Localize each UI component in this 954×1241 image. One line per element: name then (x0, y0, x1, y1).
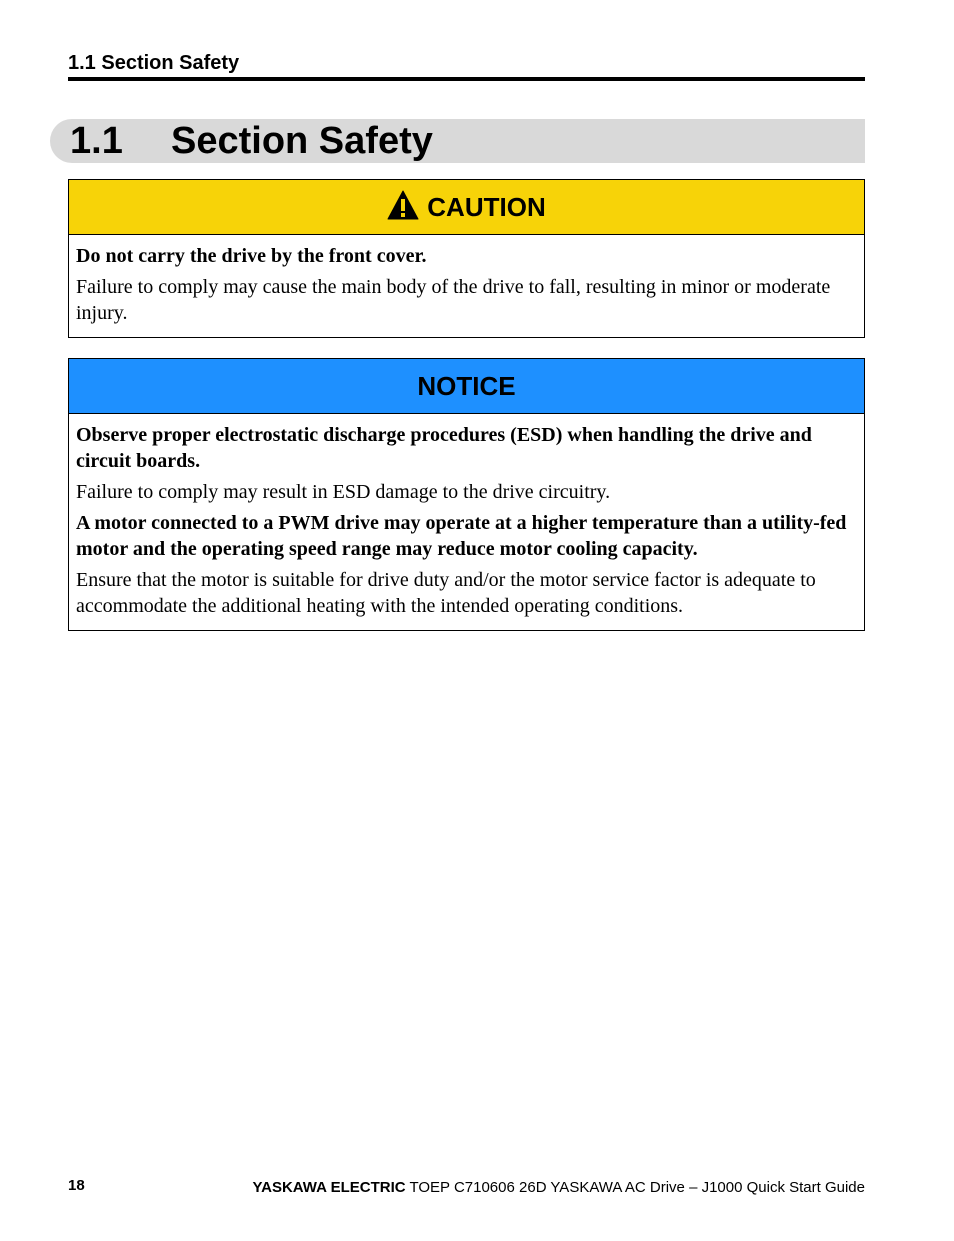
notice-text-motor: Ensure that the motor is suitable for drive duty and/or the motor service factor is adequate to accommodate the additional heating with the intended operating conditions. (76, 569, 816, 617)
running-header: 1.1 Section Safety (68, 52, 240, 74)
caution-header (69, 180, 864, 235)
notice-heading-esd: Observe proper electrostatic discharge procedures (ESD) when handling the drive and circuit boards. (76, 424, 812, 472)
notice-heading-motor: A motor connected to a PWM drive may operate at a higher temperature than a utility-fed motor and the operating speed range may reduce motor cooling capacity. (76, 512, 847, 560)
notice-header (69, 359, 864, 414)
caution-body (69, 235, 864, 326)
notice-text-esd: Failure to comply may result in ESD damage to the drive circuitry. (76, 481, 611, 503)
caution-label: CAUTION (427, 191, 546, 222)
page-number: 18 (68, 1177, 85, 1194)
section-number: 1.1 (70, 120, 123, 162)
caution-heading: Do not carry the drive by the front cover. (76, 245, 427, 267)
footer-document-info (253, 1179, 866, 1196)
footer-document: TOEP C710606 26D YASKAWA AC Drive – J1000 Quick Start Guide (409, 1179, 865, 1196)
notice-label: NOTICE (417, 370, 516, 401)
section-title: Section Safety (171, 120, 433, 162)
caution-text: Failure to comply may cause the main body of the drive to fall, resulting in minor or moderate injury. (76, 276, 831, 324)
footer-company: YASKAWA ELECTRIC (252, 1179, 406, 1196)
notice-body (69, 414, 864, 619)
header-rule (68, 77, 865, 81)
caution-box (68, 179, 865, 338)
warning-triangle-icon (387, 190, 419, 225)
notice-box (68, 358, 865, 631)
